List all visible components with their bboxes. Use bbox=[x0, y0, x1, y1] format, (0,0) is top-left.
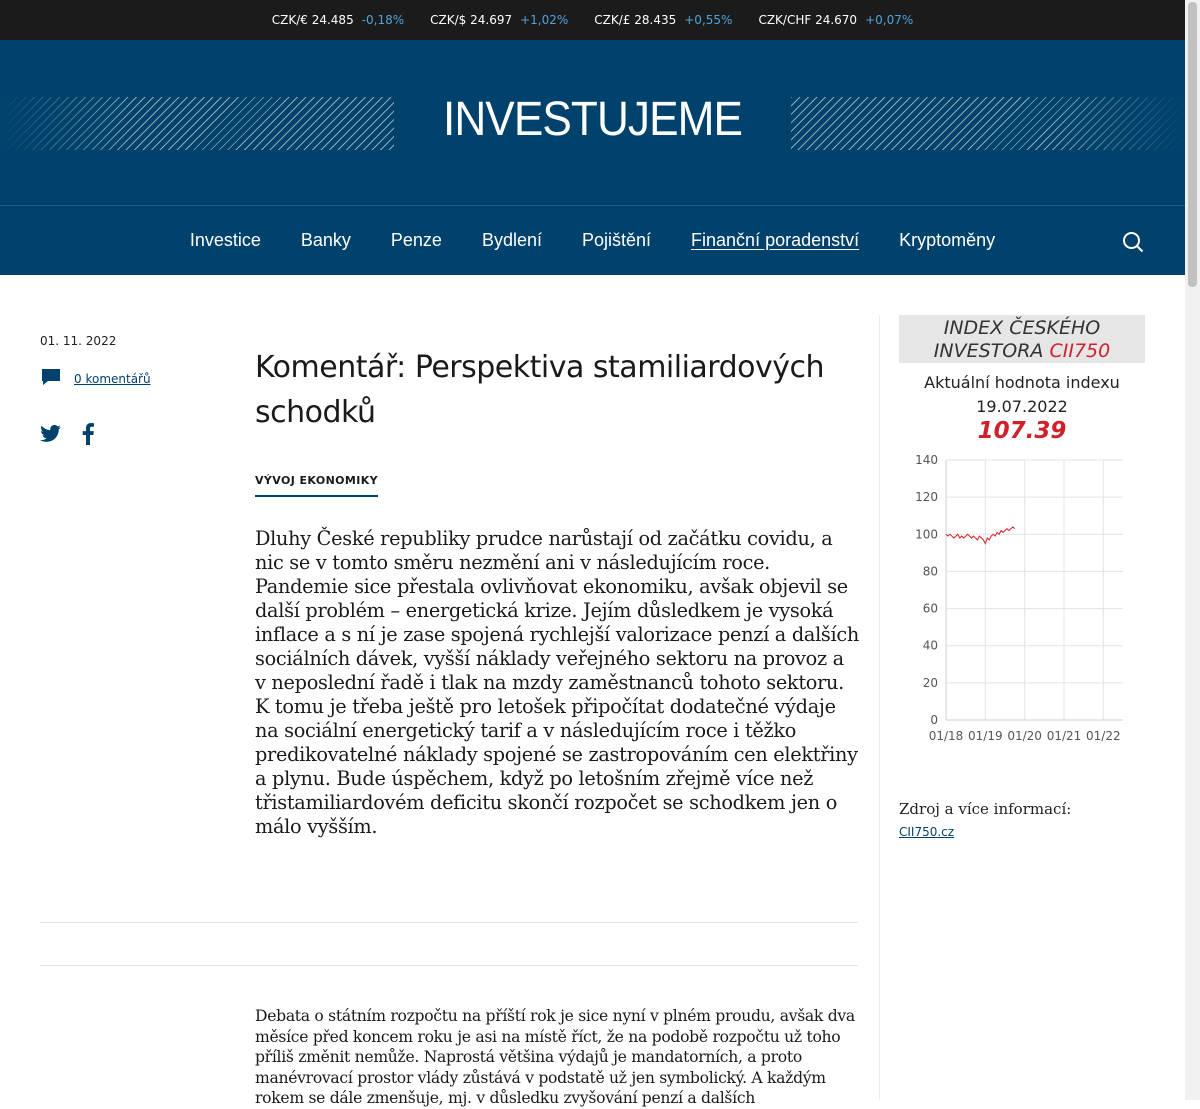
article-body: Debata o státním rozpočtu na příští rok je sice nyní v plném proudu, avšak dva měsíce před koncem roku je asi na místě říct, že na podobě rozpočtu už toho příliš změnit nemůže. Naprostá většina výdajů je mandatorních, a proto manévrovací prostor vlády zůstává v podstatě už jen symbolický. A každým rokem se dále zmenšuje, mj. v důsledku zvyšování penzí a dalších bbox=[255, 1007, 855, 1107]
ticker-pair: CZK/$ 24.697 bbox=[430, 13, 513, 27]
article-date: 01. 11. 2022 bbox=[40, 334, 117, 348]
index-chart bbox=[899, 450, 1145, 750]
nav-item-kryptomeny[interactable]: Kryptoměny bbox=[899, 230, 996, 250]
nav-item-pojisteni[interactable]: Pojištění bbox=[581, 230, 652, 250]
divider bbox=[40, 922, 858, 923]
main-nav bbox=[0, 205, 1185, 275]
ticker-pair: CZK/£ 28.435 bbox=[594, 13, 677, 27]
ticker-item-eur bbox=[272, 13, 404, 27]
nav-item-bydleni[interactable]: Bydlení bbox=[481, 230, 542, 250]
article-category[interactable]: VÝVOJ EKONOMIKY bbox=[255, 474, 378, 497]
chart-x-tick-label: 01/18 bbox=[928, 729, 964, 743]
comments-block bbox=[40, 367, 151, 391]
comment-icon bbox=[40, 367, 62, 391]
header-stripes-left bbox=[0, 97, 394, 150]
chart-y-tick-label: 120 bbox=[915, 490, 938, 505]
search-icon[interactable] bbox=[1121, 230, 1145, 254]
chart-x-tick-label: 01/22 bbox=[1086, 729, 1121, 743]
ticker-change: +0,07% bbox=[865, 13, 914, 27]
sidebar-divider bbox=[879, 315, 880, 1100]
article-title: Komentář: Perspektiva stamiliardových schodků bbox=[255, 350, 825, 430]
chart-y-tick-label: 0 bbox=[930, 713, 938, 727]
comments-link[interactable]: 0 komentářů bbox=[74, 372, 151, 386]
site-header bbox=[0, 40, 1185, 205]
source-label: Zdroj a více informací: bbox=[899, 800, 1072, 818]
ticker-item-usd bbox=[430, 13, 568, 27]
nav-item-banky[interactable]: Banky bbox=[300, 230, 351, 250]
divider bbox=[40, 965, 858, 966]
ticker-change: -0,18% bbox=[361, 13, 405, 27]
share-buttons bbox=[40, 423, 94, 449]
ticker-item-gbp bbox=[594, 13, 732, 27]
article-lead: Dluhy České republiky prudce narůstají od začátku covidu, a nic se v tomto směru nezmění ani v následujícím roce. Pandemie sice přestala ovlivňovat ekonomiku, avšak objevil se další problém – energetická krize. Jejím důsledkem je vysoká inflace a s ní je zase spojená rychlejší valorizace penzí a dalších sociálních dávek, vyšší náklady veřejného sektoru na provoz a v neposlední řadě i tlak na mzdy zaměstnanců tohoto sektoru. K tomu je třeba ještě pro letošek připočítat dodatečné výdaje na sociální energetický tarif a v následujícím roce i těžko predikovatelné náklady spojené se zastropováním cen elektřiny a plynu. Bude úspěchem, když po letošním zřejmě více než třistamiliardovém deficitu skončí rozpočet se schodkem jen o málo vyšším. bbox=[255, 527, 860, 838]
chart-x-tick-label: 01/19 bbox=[968, 729, 1003, 743]
index-label: Aktuální hodnota indexu bbox=[924, 373, 1120, 392]
site-logo[interactable]: INVESTUJEME bbox=[442, 93, 743, 146]
ticker-change: +1,02% bbox=[520, 13, 569, 27]
chart-y-tick-label: 20 bbox=[922, 675, 938, 690]
scrollbar-thumb[interactable] bbox=[1188, 2, 1197, 287]
chart-y-tick-label: 80 bbox=[922, 564, 938, 579]
header-stripes-right bbox=[791, 97, 1185, 150]
widget-title-line: INDEX ČESKÉHO bbox=[943, 317, 1101, 339]
nav-item-financni-poradenstvi[interactable]: Finanční poradenství bbox=[691, 230, 860, 250]
ticker-pair: CZK/€ 24.485 bbox=[271, 13, 354, 27]
chart-x-tick-label: 01/21 bbox=[1046, 729, 1082, 743]
chart-x-tick-label: 01/20 bbox=[1007, 729, 1042, 743]
twitter-icon[interactable] bbox=[40, 425, 62, 447]
index-widget-title bbox=[899, 315, 1145, 363]
widget-title-line bbox=[899, 340, 1145, 363]
chart-y-tick-label: 140 bbox=[915, 453, 938, 467]
currency-ticker bbox=[0, 0, 1185, 40]
widget-title-text: INVESTORA bbox=[933, 340, 1044, 362]
chart-y-tick-label: 40 bbox=[922, 638, 938, 653]
page-scrollbar[interactable] bbox=[1185, 0, 1200, 1100]
nav-item-penze[interactable]: Penze bbox=[390, 230, 442, 250]
chart-series-line bbox=[946, 527, 1015, 544]
chart-y-tick-label: 100 bbox=[915, 527, 938, 542]
source-link[interactable]: CII750.cz bbox=[899, 825, 955, 839]
ticker-item-chf bbox=[758, 13, 913, 27]
ticker-change: +0,55% bbox=[684, 13, 733, 27]
index-date: 19.07.2022 bbox=[976, 397, 1068, 416]
facebook-icon[interactable] bbox=[82, 423, 94, 449]
nav-item-investice[interactable]: Investice bbox=[189, 230, 261, 250]
widget-title-accent: CII750 bbox=[1049, 340, 1111, 362]
ticker-pair: CZK/CHF 24.670 bbox=[758, 13, 858, 27]
chart-y-tick-label: 60 bbox=[922, 601, 938, 616]
index-value: 107.39 bbox=[977, 418, 1067, 444]
